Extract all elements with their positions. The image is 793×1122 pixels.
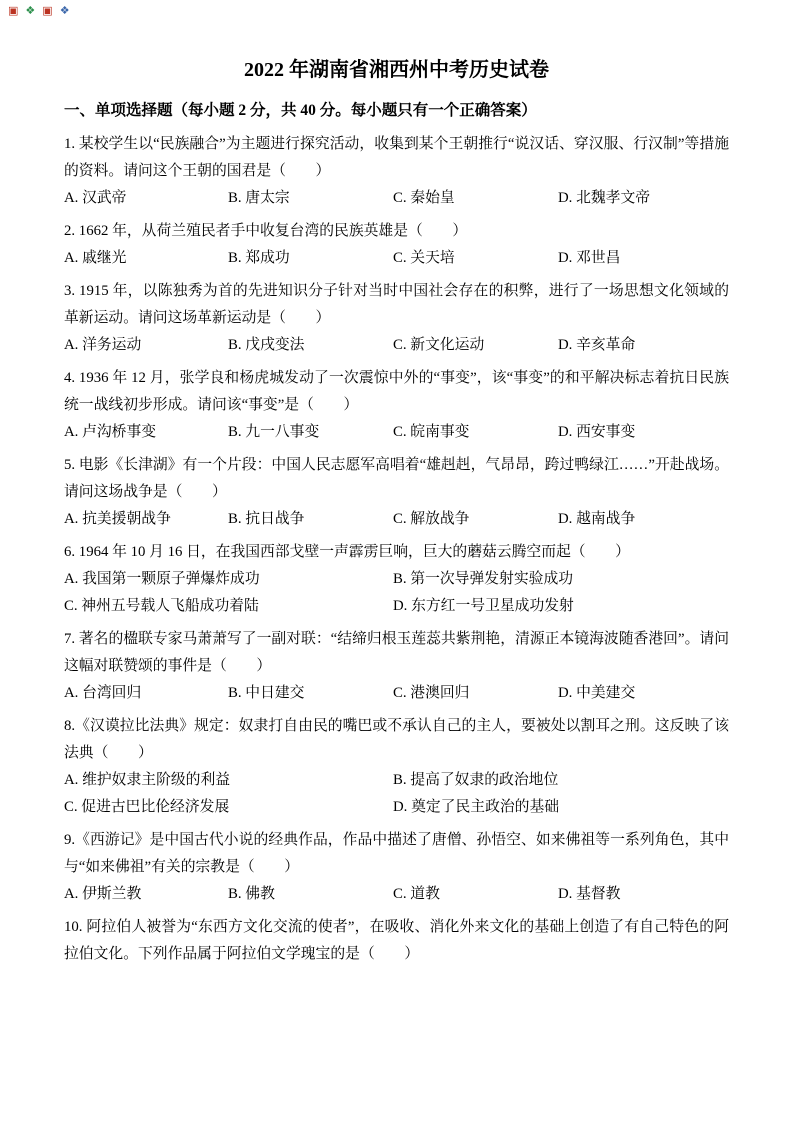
option-c: C. 促进古巴比伦经济发展 (64, 799, 230, 815)
option-d: D. 东方红一号卫星成功发射 (393, 598, 574, 614)
option-b: B. 郑成功 (228, 250, 290, 266)
question-stem: 8.《汉谟拉比法典》规定：奴隶打自由民的嘴巴或不承认自己的主人，要被处以割耳之刑。这反映了该法典（ ） (64, 718, 729, 761)
question-7 (64, 626, 729, 707)
option-d: D. 西安事变 (558, 424, 636, 440)
option-c: C. 港澳回归 (393, 685, 470, 701)
option-a: A. 汉武帝 (64, 190, 127, 206)
question-6 (64, 539, 729, 620)
corner-marks (8, 5, 70, 17)
question-options (64, 506, 729, 533)
corner-mark-green-icon: ❖ (25, 5, 36, 17)
question-options (64, 185, 729, 212)
option-a: A. 抗美援朝战争 (64, 511, 171, 527)
option-a: A. 维护奴隶主阶级的利益 (64, 772, 231, 788)
question-8 (64, 713, 729, 821)
option-a: A. 我国第一颗原子弹爆炸成功 (64, 571, 260, 587)
option-a: A. 戚继光 (64, 250, 127, 266)
option-a: A. 伊斯兰教 (64, 886, 142, 902)
question-3 (64, 278, 729, 359)
question-options (64, 332, 729, 359)
option-b: B. 佛教 (228, 886, 275, 902)
option-b: B. 中日建交 (228, 685, 305, 701)
option-d: D. 邓世昌 (558, 250, 621, 266)
question-10 (64, 914, 729, 968)
option-b: B. 抗日战争 (228, 511, 305, 527)
question-5 (64, 452, 729, 533)
option-d: D. 基督教 (558, 886, 621, 902)
question-2 (64, 218, 729, 272)
option-a: A. 卢沟桥事变 (64, 424, 157, 440)
question-options (64, 680, 729, 707)
option-c: C. 秦始皇 (393, 190, 455, 206)
question-4 (64, 365, 729, 446)
option-c: C. 新文化运动 (393, 337, 485, 353)
corner-mark-red2-icon: ▣ (42, 5, 53, 17)
option-a: A. 洋务运动 (64, 337, 142, 353)
option-c: C. 神州五号载人飞船成功着陆 (64, 598, 259, 614)
question-stem: 10. 阿拉伯人被誉为“东西方文化交流的使者”，在吸收、消化外来文化的基础上创造了有自己特色的阿拉伯文化。下列作品属于阿拉伯文学瑰宝的是（ ） (64, 919, 729, 962)
option-d: D. 越南战争 (558, 511, 636, 527)
option-d: D. 中美建交 (558, 685, 636, 701)
question-1 (64, 131, 729, 212)
question-stem: 9.《西游记》是中国古代小说的经典作品，作品中描述了唐僧、孙悟空、如来佛祖等一系列角色，其中与“如来佛祖”有关的宗教是（ ） (64, 832, 729, 875)
option-c: C. 解放战争 (393, 511, 470, 527)
question-stem: 2. 1662 年，从荷兰殖民者手中收复台湾的民族英雄是（ ） (64, 223, 468, 239)
question-options (64, 566, 729, 620)
corner-mark-red-icon: ▣ (8, 5, 19, 17)
question-stem: 3. 1915 年，以陈独秀为首的先进知识分子针对当时中国社会存在的积弊，进行了一场思想文化领域的革新运动。请问这场革新运动是（ ） (64, 283, 729, 326)
option-b: B. 戊戌变法 (228, 337, 305, 353)
question-options (64, 767, 729, 821)
option-b: B. 唐太宗 (228, 190, 290, 206)
question-options (64, 881, 729, 908)
question-stem: 7. 著名的楹联专家马萧萧写了一副对联：“结缔归根玉莲蕊共紫荆艳，清源正本镜海波随香港回”。请问这幅对联赞颂的事件是（ ） (64, 631, 729, 674)
section-heading: 一、单项选择题（每小题 2 分，共 40 分。每小题只有一个正确答案） (64, 102, 537, 119)
exam-content (0, 97, 793, 968)
corner-mark-blue-icon: ❖ (59, 5, 70, 17)
question-stem: 4. 1936 年 12 月，张学良和杨虎城发动了一次震惊中外的“事变”，该“事变”的和平解决标志着抗日民族统一战线初步形成。请问该“事变”是（ ） (64, 370, 729, 413)
option-b: B. 提高了奴隶的政治地位 (393, 772, 559, 788)
option-b: B. 九一八事变 (228, 424, 320, 440)
question-stem: 5. 电影《长津湖》有一个片段：中国人民志愿军高唱着“雄赳赳，气昂昂，跨过鸭绿江……”开赴战场。请问这场战争是（ ） (64, 457, 729, 500)
option-c: C. 关天培 (393, 250, 455, 266)
question-options (64, 245, 729, 272)
option-a: A. 台湾回归 (64, 685, 142, 701)
question-options (64, 419, 729, 446)
question-stem: 1. 某校学生以“民族融合”为主题进行探究活动，收集到某个王朝推行“说汉话、穿汉服、行汉制”等措施的资料。请问这个王朝的国君是（ ） (64, 136, 729, 179)
question-stem: 6. 1964 年 10 月 16 日，在我国西部戈壁一声霹雳巨响，巨大的蘑菇云腾空而起（ ） (64, 544, 630, 560)
option-d: D. 奠定了民主政治的基础 (393, 799, 560, 815)
option-d: D. 辛亥革命 (558, 337, 636, 353)
option-c: C. 皖南事变 (393, 424, 470, 440)
page-title: 2022 年湖南省湘西州中考历史试卷 (244, 59, 549, 81)
question-9 (64, 827, 729, 908)
option-b: B. 第一次导弹发射实验成功 (393, 571, 574, 587)
option-d: D. 北魏孝文帝 (558, 190, 651, 206)
option-c: C. 道教 (393, 886, 440, 902)
